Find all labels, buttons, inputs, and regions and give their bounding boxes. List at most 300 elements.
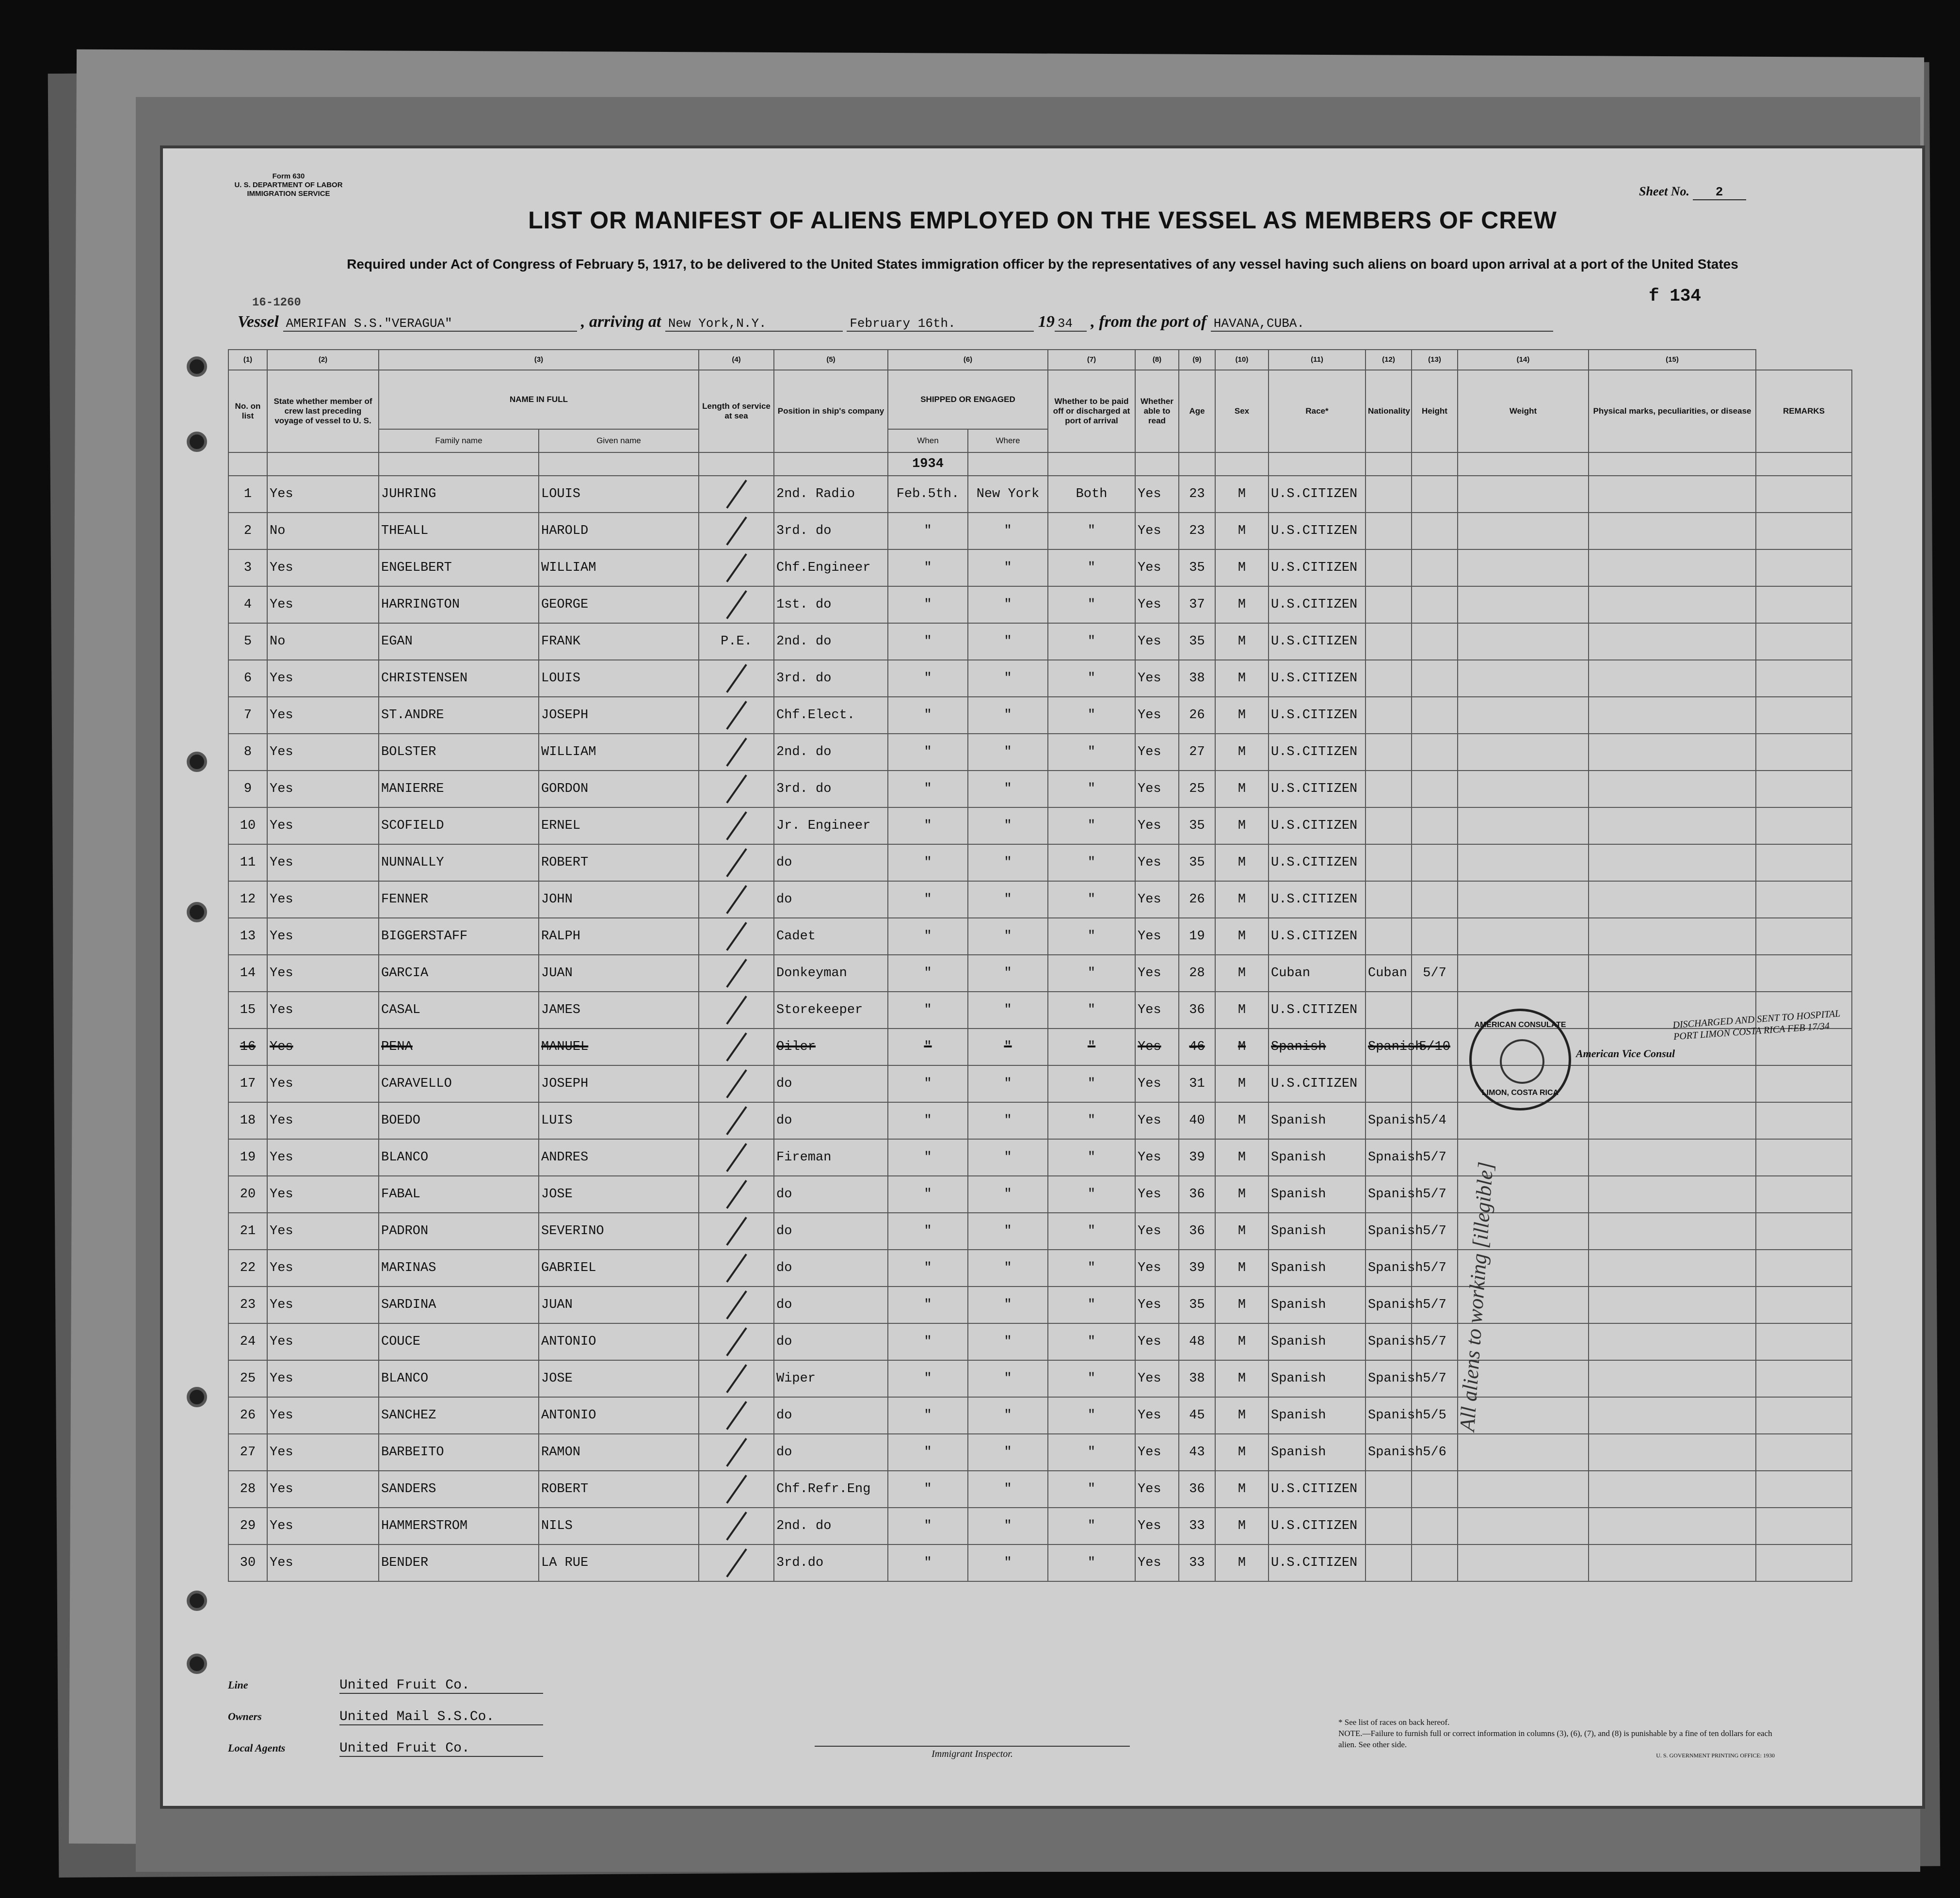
col-num-7: (7) <box>1048 350 1135 370</box>
shipped-when-cell: " <box>888 1471 968 1508</box>
shipped-where-cell: " <box>968 1434 1048 1471</box>
age-cell: 48 <box>1179 1323 1215 1360</box>
header-weight: Weight <box>1458 370 1589 452</box>
length-of-service-cell: P.E. <box>699 623 774 660</box>
member-last-voyage-cell: Yes <box>267 1360 379 1397</box>
race-cell: U.S.CITIZEN <box>1269 697 1366 734</box>
remarks-cell <box>1756 1471 1852 1508</box>
sex-cell: M <box>1215 549 1269 586</box>
race-cell: Spanish <box>1269 1213 1366 1250</box>
race-cell: Spanish <box>1269 1102 1366 1139</box>
nationality-cell <box>1366 549 1412 586</box>
sex-cell: M <box>1215 586 1269 623</box>
age-cell: 36 <box>1179 1213 1215 1250</box>
table-row <box>228 660 1852 697</box>
paid-off-cell: " <box>1048 1360 1135 1397</box>
length-of-service-cell <box>699 1287 774 1323</box>
position-cell: do <box>774 1213 888 1250</box>
able-to-read-cell: Yes <box>1135 513 1179 549</box>
crew-number-cell: 5 <box>228 623 267 660</box>
family-name-cell: ENGELBERT <box>379 549 539 586</box>
family-name-cell: SANCHEZ <box>379 1397 539 1434</box>
nationality-cell <box>1366 881 1412 918</box>
remarks-cell <box>1756 513 1852 549</box>
length-of-service-cell <box>699 549 774 586</box>
shipped-where-cell: " <box>968 1213 1048 1250</box>
able-to-read-cell: Yes <box>1135 955 1179 992</box>
shipped-where-cell: " <box>968 1029 1048 1065</box>
length-of-service-cell <box>699 807 774 844</box>
weight-cell <box>1458 1508 1589 1544</box>
age-cell: 35 <box>1179 844 1215 881</box>
form-service: IMMIGRATION SERVICE <box>247 190 330 198</box>
service-tick-mark <box>726 701 747 730</box>
crew-manifest-table <box>228 349 1852 1582</box>
weight-cell <box>1458 1434 1589 1471</box>
table-row <box>228 1434 1852 1471</box>
position-cell: 2nd. Radio <box>774 476 888 513</box>
length-of-service-cell <box>699 1544 774 1581</box>
shipped-where-cell: " <box>968 1139 1048 1176</box>
able-to-read-cell: Yes <box>1135 807 1179 844</box>
able-to-read-cell: Yes <box>1135 844 1179 881</box>
age-cell: 26 <box>1179 697 1215 734</box>
line-label: Line <box>228 1679 248 1691</box>
crew-number-cell: 19 <box>228 1139 267 1176</box>
family-name-cell: SARDINA <box>379 1287 539 1323</box>
family-name-cell: PENA <box>379 1029 539 1065</box>
race-cell: U.S.CITIZEN <box>1269 1508 1366 1544</box>
sex-cell: M <box>1215 1250 1269 1287</box>
age-cell: 46 <box>1179 1029 1215 1065</box>
crew-number-cell: 27 <box>228 1434 267 1471</box>
race-cell: U.S.CITIZEN <box>1269 1065 1366 1102</box>
race-cell: U.S.CITIZEN <box>1269 992 1366 1029</box>
length-of-service-cell <box>699 992 774 1029</box>
height-cell <box>1412 623 1458 660</box>
nationality-cell: Spanish <box>1366 1434 1412 1471</box>
shipped-when-cell: " <box>888 1213 968 1250</box>
member-last-voyage-cell: Yes <box>267 586 379 623</box>
table-row <box>228 1287 1852 1323</box>
physical-marks-cell <box>1589 623 1756 660</box>
column-number-row <box>228 350 1852 370</box>
service-tick-mark <box>726 1106 747 1135</box>
table-row <box>228 955 1852 992</box>
age-cell: 36 <box>1179 1176 1215 1213</box>
sex-cell: M <box>1215 623 1269 660</box>
file-mark: f 134 <box>1649 286 1702 306</box>
race-cell: Spanish <box>1269 1434 1366 1471</box>
member-last-voyage-cell: Yes <box>267 1029 379 1065</box>
header-paid-off: Whether to be paid off or discharged at port of arrival <box>1048 370 1135 452</box>
able-to-read-cell: Yes <box>1135 1176 1179 1213</box>
length-of-service-cell <box>699 1250 774 1287</box>
binder-hole-icon <box>187 1591 207 1611</box>
height-cell: 5/7 <box>1412 1176 1458 1213</box>
crew-number-cell: 8 <box>228 734 267 771</box>
remarks-cell <box>1756 660 1852 697</box>
able-to-read-cell: Yes <box>1135 1139 1179 1176</box>
paid-off-cell: " <box>1048 1176 1135 1213</box>
physical-marks-cell <box>1589 513 1756 549</box>
shipped-where-cell: " <box>968 623 1048 660</box>
member-last-voyage-cell: Yes <box>267 1176 379 1213</box>
service-tick-mark <box>726 480 747 509</box>
position-cell: Cadet <box>774 918 888 955</box>
height-cell <box>1412 844 1458 881</box>
member-last-voyage-cell: Yes <box>267 1323 379 1360</box>
member-last-voyage-cell: Yes <box>267 734 379 771</box>
table-row <box>228 1250 1852 1287</box>
shipped-when-cell: " <box>888 1065 968 1102</box>
race-cell: U.S.CITIZEN <box>1269 549 1366 586</box>
header-name-in-full: NAME IN FULL <box>379 370 699 429</box>
member-last-voyage-cell: Yes <box>267 807 379 844</box>
shipped-where-cell: " <box>968 1065 1048 1102</box>
height-cell <box>1412 586 1458 623</box>
shipped-when-cell: " <box>888 918 968 955</box>
member-last-voyage-cell: Yes <box>267 1065 379 1102</box>
given-name-cell: RALPH <box>539 918 699 955</box>
member-last-voyage-cell: No <box>267 623 379 660</box>
height-cell: 5/7 <box>1412 1250 1458 1287</box>
race-cell: U.S.CITIZEN <box>1269 660 1366 697</box>
shipped-where-cell: " <box>968 549 1048 586</box>
member-last-voyage-cell: Yes <box>267 1544 379 1581</box>
binder-hole-icon <box>187 432 207 452</box>
family-name-cell: NUNNALLY <box>379 844 539 881</box>
form-department: U. S. DEPARTMENT OF LABOR <box>234 181 343 189</box>
age-cell: 25 <box>1179 771 1215 807</box>
remarks-cell <box>1756 955 1852 992</box>
position-cell: Jr. Engineer <box>774 807 888 844</box>
physical-marks-cell <box>1589 1102 1756 1139</box>
family-name-cell: SANDERS <box>379 1471 539 1508</box>
table-row <box>228 586 1852 623</box>
height-cell <box>1412 734 1458 771</box>
crew-number-cell: 15 <box>228 992 267 1029</box>
service-tick-mark <box>726 1032 747 1062</box>
table-row <box>228 1065 1852 1102</box>
paid-off-cell: " <box>1048 734 1135 771</box>
race-cell: Spanish <box>1269 1360 1366 1397</box>
physical-marks-cell <box>1589 1471 1756 1508</box>
height-cell <box>1412 660 1458 697</box>
physical-marks-cell <box>1589 918 1756 955</box>
shipped-when-cell: " <box>888 1139 968 1176</box>
service-tick-mark <box>726 553 747 582</box>
table-row <box>228 1471 1852 1508</box>
crew-number-cell: 23 <box>228 1287 267 1323</box>
weight-cell <box>1458 918 1589 955</box>
remarks-cell <box>1756 1102 1852 1139</box>
table-row <box>228 1397 1852 1434</box>
member-last-voyage-cell: Yes <box>267 476 379 513</box>
paid-off-cell: " <box>1048 844 1135 881</box>
table-row <box>228 918 1852 955</box>
height-cell: 5/7 <box>1412 1323 1458 1360</box>
service-tick-mark <box>726 1401 747 1430</box>
service-tick-mark <box>726 1143 747 1172</box>
shipped-when-cell: " <box>888 992 968 1029</box>
able-to-read-cell: Yes <box>1135 586 1179 623</box>
family-name-cell: ST.ANDRE <box>379 697 539 734</box>
position-cell: do <box>774 1397 888 1434</box>
height-cell: 5/7 <box>1412 1360 1458 1397</box>
physical-marks-cell <box>1589 1176 1756 1213</box>
position-cell: Chf.Engineer <box>774 549 888 586</box>
year-row <box>228 452 1852 476</box>
header-age: Age <box>1179 370 1215 452</box>
length-of-service-cell <box>699 771 774 807</box>
age-cell: 33 <box>1179 1544 1215 1581</box>
able-to-read-cell: Yes <box>1135 734 1179 771</box>
owners-value: United Mail S.S.Co. <box>339 1709 543 1725</box>
header-sex: Sex <box>1215 370 1269 452</box>
family-name-cell: BLANCO <box>379 1139 539 1176</box>
height-cell: 5/7 <box>1412 1213 1458 1250</box>
paid-off-cell: " <box>1048 1544 1135 1581</box>
shipped-where-cell: " <box>968 1250 1048 1287</box>
age-cell: 23 <box>1179 476 1215 513</box>
length-of-service-cell <box>699 1213 774 1250</box>
given-name-cell: WILLIAM <box>539 734 699 771</box>
remarks-cell <box>1756 1250 1852 1287</box>
service-tick-mark <box>726 1254 747 1283</box>
table-row <box>228 513 1852 549</box>
shipped-when-cell: " <box>888 1360 968 1397</box>
position-cell: do <box>774 1176 888 1213</box>
able-to-read-cell: Yes <box>1135 549 1179 586</box>
nationality-cell: Spnaish <box>1366 1139 1412 1176</box>
remarks-cell <box>1756 623 1852 660</box>
given-name-cell: JOSE <box>539 1176 699 1213</box>
eagle-icon <box>1500 1039 1544 1084</box>
weight-cell <box>1458 697 1589 734</box>
paid-off-cell: " <box>1048 1065 1135 1102</box>
footer-line-row <box>228 1678 543 1694</box>
family-name-cell: JUHRING <box>379 476 539 513</box>
position-cell: Wiper <box>774 1360 888 1397</box>
nationality-cell: Spanish <box>1366 1213 1412 1250</box>
shipped-when-cell: " <box>888 1434 968 1471</box>
remarks-cell <box>1756 734 1852 771</box>
length-of-service-cell <box>699 697 774 734</box>
shipped-when-cell: " <box>888 1287 968 1323</box>
given-name-cell: ANTONIO <box>539 1323 699 1360</box>
paid-off-cell: " <box>1048 1250 1135 1287</box>
physical-marks-cell <box>1589 1323 1756 1360</box>
seal-bottom-text: LIMON, COSTA RICA <box>1481 1089 1559 1097</box>
binder-hole-icon <box>187 1654 207 1674</box>
physical-marks-cell <box>1589 734 1756 771</box>
vessel-name: AMERIFAN S.S."VERAGUA" <box>283 316 577 332</box>
paid-off-cell: " <box>1048 1287 1135 1323</box>
age-cell: 23 <box>1179 513 1215 549</box>
weight-cell <box>1458 1544 1589 1581</box>
sex-cell: M <box>1215 1029 1269 1065</box>
physical-marks-cell <box>1589 476 1756 513</box>
sheet-number-field <box>1639 184 1746 200</box>
height-cell: 5/7 <box>1412 1139 1458 1176</box>
height-cell: 5/10 <box>1412 1029 1458 1065</box>
sex-cell: M <box>1215 807 1269 844</box>
sex-cell: M <box>1215 771 1269 807</box>
position-cell: do <box>774 1434 888 1471</box>
nationality-cell <box>1366 1471 1412 1508</box>
age-cell: 38 <box>1179 1360 1215 1397</box>
from-label: , from the port of <box>1091 313 1207 331</box>
table-row <box>228 1323 1852 1360</box>
physical-marks-cell <box>1589 586 1756 623</box>
height-cell <box>1412 1544 1458 1581</box>
sex-cell: M <box>1215 1102 1269 1139</box>
family-name-cell: BENDER <box>379 1544 539 1581</box>
paid-off-cell: " <box>1048 1029 1135 1065</box>
family-name-cell: CASAL <box>379 992 539 1029</box>
age-cell: 45 <box>1179 1397 1215 1434</box>
physical-marks-cell <box>1589 807 1756 844</box>
race-cell: U.S.CITIZEN <box>1269 476 1366 513</box>
nationality-cell: Spanish <box>1366 1397 1412 1434</box>
length-of-service-cell <box>699 1360 774 1397</box>
col-num-13: (13) <box>1412 350 1458 370</box>
able-to-read-cell: Yes <box>1135 1250 1179 1287</box>
nationality-cell <box>1366 992 1412 1029</box>
shipped-when-cell: " <box>888 697 968 734</box>
race-cell: U.S.CITIZEN <box>1269 881 1366 918</box>
given-name-cell: LUIS <box>539 1102 699 1139</box>
able-to-read-cell: Yes <box>1135 660 1179 697</box>
nationality-cell <box>1366 513 1412 549</box>
physical-marks-cell <box>1589 844 1756 881</box>
paid-off-cell: " <box>1048 1434 1135 1471</box>
height-cell: 5/7 <box>1412 955 1458 992</box>
crew-rows <box>228 476 1852 1581</box>
table-row <box>228 771 1852 807</box>
shipped-when-cell: " <box>888 586 968 623</box>
sex-cell: M <box>1215 1471 1269 1508</box>
service-tick-mark <box>726 1327 747 1356</box>
weight-cell <box>1458 1471 1589 1508</box>
arrival-day: 16th. <box>917 316 956 331</box>
fine-note: NOTE.—Failure to furnish full or correct information in columns (3), (6), (7), and (8) is punishable by a fine of ten dollars for each alien. See other side. <box>1338 1729 1772 1749</box>
shipped-where-cell: " <box>968 1323 1048 1360</box>
able-to-read-cell: Yes <box>1135 1213 1179 1250</box>
document-title: LIST OR MANIFEST OF ALIENS EMPLOYED ON THE VESSEL AS MEMBERS OF CREW <box>528 207 1557 234</box>
table-row <box>228 1508 1852 1544</box>
race-cell: U.S.CITIZEN <box>1269 1471 1366 1508</box>
position-cell: 2nd. do <box>774 1508 888 1544</box>
length-of-service-cell <box>699 734 774 771</box>
age-cell: 28 <box>1179 955 1215 992</box>
owners-label: Owners <box>228 1710 262 1722</box>
header-able-to-read: Whether able to read <box>1135 370 1179 452</box>
service-tick-mark <box>726 885 747 914</box>
sex-cell: M <box>1215 1176 1269 1213</box>
binder-hole-icon <box>187 902 207 922</box>
shipped-when-cell: " <box>888 1544 968 1581</box>
member-last-voyage-cell: Yes <box>267 1287 379 1323</box>
given-name-cell: JAMES <box>539 992 699 1029</box>
paid-off-cell: " <box>1048 1139 1135 1176</box>
shipped-where-cell: " <box>968 1508 1048 1544</box>
manifest-sheet <box>160 145 1925 1809</box>
member-last-voyage-cell: Yes <box>267 697 379 734</box>
service-tick-mark <box>726 1364 747 1393</box>
crew-number-cell: 20 <box>228 1176 267 1213</box>
shipped-where-cell: " <box>968 844 1048 881</box>
shipped-where-cell: " <box>968 1287 1048 1323</box>
service-tick-mark <box>726 922 747 951</box>
physical-marks-cell <box>1589 549 1756 586</box>
sex-cell: M <box>1215 1065 1269 1102</box>
header-physical-marks: Physical marks, peculiarities, or disease <box>1589 370 1756 452</box>
able-to-read-cell: Yes <box>1135 1065 1179 1102</box>
nationality-cell <box>1366 697 1412 734</box>
age-cell: 26 <box>1179 881 1215 918</box>
shipped-when-cell: " <box>888 955 968 992</box>
sex-cell: M <box>1215 918 1269 955</box>
family-name-cell: BOLSTER <box>379 734 539 771</box>
able-to-read-cell: Yes <box>1135 1471 1179 1508</box>
sex-cell: M <box>1215 697 1269 734</box>
crew-number-cell: 25 <box>228 1360 267 1397</box>
remarks-cell <box>1756 881 1852 918</box>
member-last-voyage-cell: Yes <box>267 549 379 586</box>
nationality-cell: Spanish <box>1366 1102 1412 1139</box>
shipped-where-cell: New York <box>968 476 1048 513</box>
given-name-cell: GABRIEL <box>539 1250 699 1287</box>
given-name-cell: GORDON <box>539 771 699 807</box>
table-row <box>228 1360 1852 1397</box>
weight-cell <box>1458 881 1589 918</box>
col-num-9: (9) <box>1179 350 1215 370</box>
member-last-voyage-cell: Yes <box>267 1213 379 1250</box>
table-row <box>228 476 1852 513</box>
arrival-date <box>847 316 1034 332</box>
age-cell: 43 <box>1179 1434 1215 1471</box>
shipped-when-cell: Feb.5th. <box>888 476 968 513</box>
length-of-service-cell <box>699 955 774 992</box>
col-num-10: (10) <box>1215 350 1269 370</box>
column-header-row <box>228 370 1852 429</box>
service-tick-mark <box>726 664 747 693</box>
agents-label: Local Agents <box>228 1742 286 1754</box>
sheet-number-label: Sheet No. <box>1639 184 1689 198</box>
service-tick-mark <box>726 1180 747 1209</box>
member-last-voyage-cell: Yes <box>267 1139 379 1176</box>
height-cell <box>1412 992 1458 1029</box>
shipped-where-cell: " <box>968 1176 1048 1213</box>
sex-cell: M <box>1215 955 1269 992</box>
family-name-cell: GARCIA <box>379 955 539 992</box>
age-cell: 39 <box>1179 1139 1215 1176</box>
length-of-service-cell <box>699 1471 774 1508</box>
table-row <box>228 1139 1852 1176</box>
race-cell: U.S.CITIZEN <box>1269 1544 1366 1581</box>
paid-off-cell: " <box>1048 992 1135 1029</box>
sex-cell: M <box>1215 1360 1269 1397</box>
age-cell: 38 <box>1179 660 1215 697</box>
remarks-cell <box>1756 1287 1852 1323</box>
col-num-1: (1) <box>228 350 267 370</box>
sex-cell: M <box>1215 1508 1269 1544</box>
paid-off-cell: " <box>1048 955 1135 992</box>
length-of-service-cell <box>699 1176 774 1213</box>
header-nationality: Nationality <box>1366 370 1412 452</box>
